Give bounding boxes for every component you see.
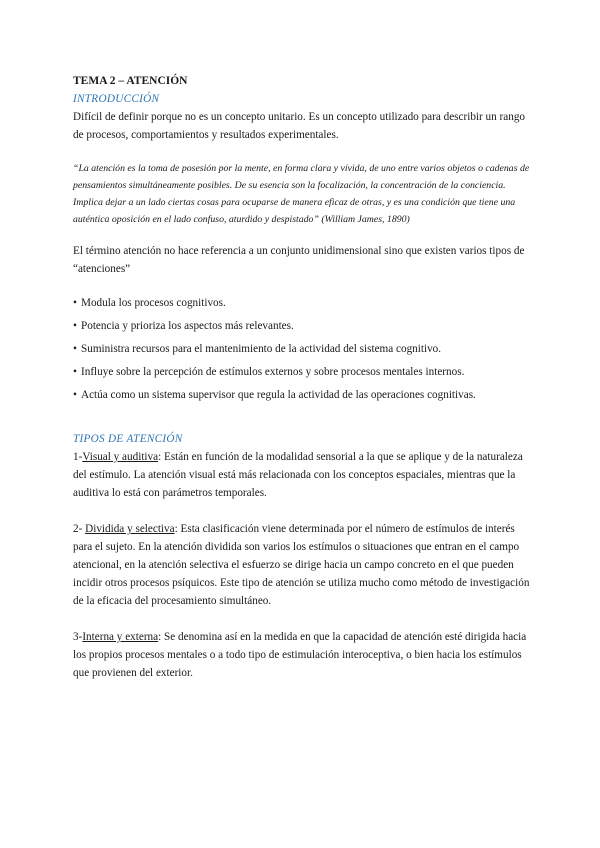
intro-heading: INTRODUCCIÓN xyxy=(73,93,160,105)
intro-paragraph: Difícil de definir porque no es un concepto unitario. Es un concepto utilizado para describir un rango de procesos, comportamientos y resultados experimentales. xyxy=(73,111,526,141)
intro-paragraph-2: El término atención no hace referencia a un conjunto unidimensional sino que existen varios tipos de “atenciones” xyxy=(73,245,525,275)
bullet-icon: • xyxy=(73,366,77,378)
type-visual-auditiva xyxy=(73,448,533,502)
type-term: Dividida y selectiva xyxy=(85,523,175,535)
list-item xyxy=(73,386,533,404)
type-term: Visual y auditiva xyxy=(82,451,159,463)
bullet-icon: • xyxy=(73,297,77,309)
type-description: : Esta clasificación viene determinada por el número de estímulos de interés para el sujeto. En la atención dividida son varios los estímulos o situaciones que entran en el campo atencional, en la atención selectiva el esfuerzo se dirige hacia un campo concreto en el que pueden incidir otros procesos psíquicos. Este tipo de atención se utiliza mucho como método de investigación de la eficacia del procesamiento simultáneo. xyxy=(73,523,530,607)
type-interna-externa xyxy=(73,628,533,682)
list-item-text: Influye sobre la percepción de estímulos externos y sobre procesos mentales internos. xyxy=(81,366,465,378)
type-number: 1- xyxy=(73,451,83,463)
list-item-text: Potencia y prioriza los aspectos más relevantes. xyxy=(81,320,294,332)
list-item xyxy=(73,340,533,358)
types-heading: TIPOS DE ATENCIÓN xyxy=(73,433,183,445)
document-title: TEMA 2 – ATENCIÓN xyxy=(73,75,188,87)
list-item xyxy=(73,317,533,335)
bullet-icon: • xyxy=(73,320,77,332)
list-item-text: Suministra recursos para el mantenimiento de la actividad del sistema cognitivo. xyxy=(81,343,442,355)
type-term: Interna y externa xyxy=(82,631,159,643)
type-number: 2- xyxy=(73,523,86,535)
document-body xyxy=(73,72,533,682)
type-dividida-selectiva xyxy=(73,520,533,610)
list-item xyxy=(73,363,533,381)
list-item xyxy=(73,294,533,312)
bullet-icon: • xyxy=(73,389,77,401)
type-description: : Están en función de la modalidad sensorial a la que se aplique y de la naturaleza del estímulo. La atención visual está más relacionada con los conceptos espaciales, mientras que la auditiva lo está con parámetros temporales. xyxy=(73,451,523,499)
list-item-text: Actúa como un sistema supervisor que regula la actividad de las operaciones cognitivas. xyxy=(81,389,476,401)
type-number: 3- xyxy=(73,631,83,643)
type-description: : Se denomina así en la medida en que la capacidad de atención esté dirigida hacia los propios procesos mentales o a todo tipo de estimulación interoceptiva, o bien hacia los estímulos que provienen del exterior. xyxy=(73,631,527,679)
attention-functions-list xyxy=(73,294,533,404)
william-james-quote: “La atención es la toma de posesión por la mente, en forma clara y vívida, de uno entre varios objetos o cadenas de pensamientos simultáneamente posibles. De su esencia son la focalización, la concentración de la conciencia. Implica dejar a un lado ciertas cosas para ocuparse de manera eficaz de otras, y es una condición que tiene una auténtica oposición en el lado confuso, aturdido y despistado” (William James, 1890) xyxy=(73,163,530,225)
bullet-icon: • xyxy=(73,343,77,355)
list-item-text: Modula los procesos cognitivos. xyxy=(81,297,226,309)
